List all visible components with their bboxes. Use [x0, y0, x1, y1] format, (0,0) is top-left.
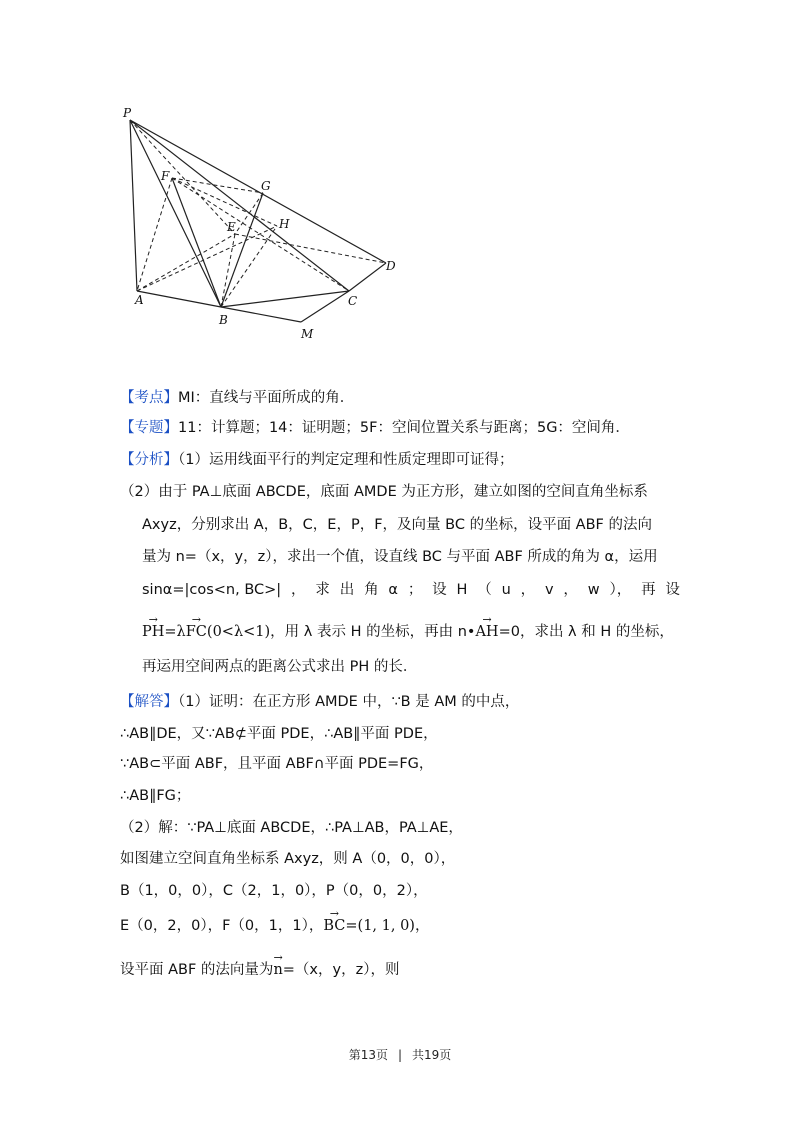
token: ，: [291, 582, 306, 598]
lambda-range: (0<λ<1): [206, 624, 271, 640]
edge-PE: [130, 120, 235, 234]
fenxi-text-1: （1）运用线面平行的判定定理和性质定理即可证得；: [178, 452, 514, 468]
geometry-figure: [115, 98, 415, 348]
token: （: [477, 582, 492, 598]
label-M: M: [301, 327, 314, 341]
page-number: 第13页: [348, 1048, 388, 1062]
jieda-line-9: [120, 960, 399, 980]
jieda-line-8-pre: E（0，2，0），F（0，1，1），: [120, 918, 324, 934]
fenxi-line-7: 再运用空间两点的距离公式求出 PH 的长．: [142, 659, 418, 675]
zhuanti-tag: 【专题】: [120, 420, 178, 436]
edge-BE: [221, 234, 235, 307]
label-C: C: [348, 294, 358, 308]
fenxi-line-3: Axyz，分别求出 A，B，C，E，P，F，及向量 BC 的坐标，设平面 ABF 的法向: [142, 517, 652, 533]
label-D: D: [386, 259, 396, 273]
jieda-line-7: B（1，0，0），C（2，1，0），P（0，0，2），: [120, 883, 428, 899]
token: 设: [665, 582, 680, 598]
vector-AH: → AH: [475, 622, 498, 642]
fenxi-line-4: 量为 n=（x，y，z），求出一个值，设直线 BC 与平面 ABF 所成的角为 α，运用: [142, 549, 658, 565]
token: H: [456, 582, 468, 598]
vector-n: → n: [273, 960, 282, 980]
jieda-text-1: （1）证明：在正方形 AMDE 中，∵B 是 AM 的中点，: [178, 694, 520, 710]
lambda-eq: =λ: [164, 624, 186, 640]
kaodian-line: [120, 388, 354, 408]
label-B: B: [219, 313, 228, 327]
fenxi-line-5: [142, 580, 680, 600]
edge-PD: [130, 120, 386, 263]
edge-AH: [137, 226, 277, 291]
vector-BC: → BC: [323, 916, 345, 936]
jieda-line-5: （2）解：∵PA⊥底面 ABCDE，∴PA⊥AB，PA⊥AE，: [120, 820, 463, 836]
kaodian-tag: 【考点】: [120, 390, 178, 406]
token: 求: [315, 582, 330, 598]
token: v: [544, 582, 554, 598]
footer-separator: |: [397, 1048, 403, 1062]
fenxi-tag: 【分析】: [120, 452, 178, 468]
zhuanti-line: [120, 418, 630, 438]
fenxi-line-6-rest: ，用 λ 表示 H 的坐标，再由 n•: [270, 624, 476, 640]
token: ），: [609, 582, 632, 598]
edge-AB: [137, 291, 221, 307]
token: ；: [407, 582, 423, 598]
label-P: P: [123, 106, 132, 120]
fenxi-line-1: [120, 450, 513, 470]
jieda-line-2: ∴AB∥DE，又∵AB⊄平面 PDE，∴AB∥平面 PDE，: [120, 726, 438, 742]
edge-CD: [349, 263, 386, 291]
label-E: E: [227, 220, 236, 234]
edge-PB: [130, 120, 221, 307]
label-G: G: [261, 179, 271, 193]
token: 角: [364, 582, 379, 598]
token: w: [587, 582, 600, 598]
token: ，: [520, 582, 536, 598]
fenxi-line-5-tokens: [142, 580, 680, 600]
fenxi-line-2: （2）由于 PA⊥底面 ABCDE，底面 AMDE 为正方形，建立如图的空间直角坐标系: [120, 484, 648, 500]
fenxi-line-6: [142, 622, 674, 642]
jieda-line-9-post: =（x，y，z），则: [282, 962, 400, 978]
page-total: 共19页: [412, 1048, 452, 1062]
label-A: A: [135, 293, 144, 307]
kaodian-text: MI：直线与平面所成的角．: [178, 390, 355, 406]
edge-FC: [172, 178, 349, 291]
token: 再: [641, 582, 656, 598]
edge-BC: [221, 291, 349, 307]
token: α: [388, 582, 398, 598]
jieda-tag: 【解答】: [120, 694, 178, 710]
fenxi-line-6-end: =0，求出 λ 和 H 的坐标，: [498, 624, 674, 640]
token: u: [501, 582, 511, 598]
edge-BH: [221, 226, 277, 307]
label-H: H: [279, 217, 290, 231]
edge-FA: [137, 178, 172, 291]
edge-ED: [235, 234, 386, 263]
pyramid-diagram: [115, 98, 415, 348]
token: 出: [339, 582, 355, 598]
token: ，: [563, 582, 578, 598]
jieda-line-1: [120, 692, 519, 712]
edge-PA: [130, 120, 137, 291]
jieda-line-4: ∴AB∥FG；: [120, 788, 191, 804]
vector-PH: → PH: [142, 622, 164, 642]
jieda-line-3: ∵AB⊂平面 ABF，且平面 ABF∩平面 PDE=FG，: [120, 756, 434, 772]
jieda-line-9-pre: 设平面 ABF 的法向量为: [120, 962, 274, 978]
vector-BC-value: =(1, 1, 0)，: [345, 918, 430, 934]
page-footer: [0, 1046, 800, 1063]
edge-FG: [172, 178, 263, 193]
zhuanti-text: 11：计算题；14：证明题；5F：空间位置关系与距离；5G：空间角．: [178, 420, 630, 436]
edge-AE: [137, 234, 235, 291]
edge-PC: [130, 120, 349, 291]
token: sinα=|cos<n, BC>|: [142, 582, 282, 598]
edge-GE: [235, 193, 263, 234]
token: 设: [432, 582, 447, 598]
vector-FC: → FC: [186, 622, 207, 642]
jieda-line-6: 如图建立空间直角坐标系 Axyz，则 A（0，0，0），: [120, 851, 456, 867]
label-F: F: [161, 169, 170, 183]
jieda-line-8: [120, 916, 429, 936]
edge-BM: [221, 307, 301, 322]
